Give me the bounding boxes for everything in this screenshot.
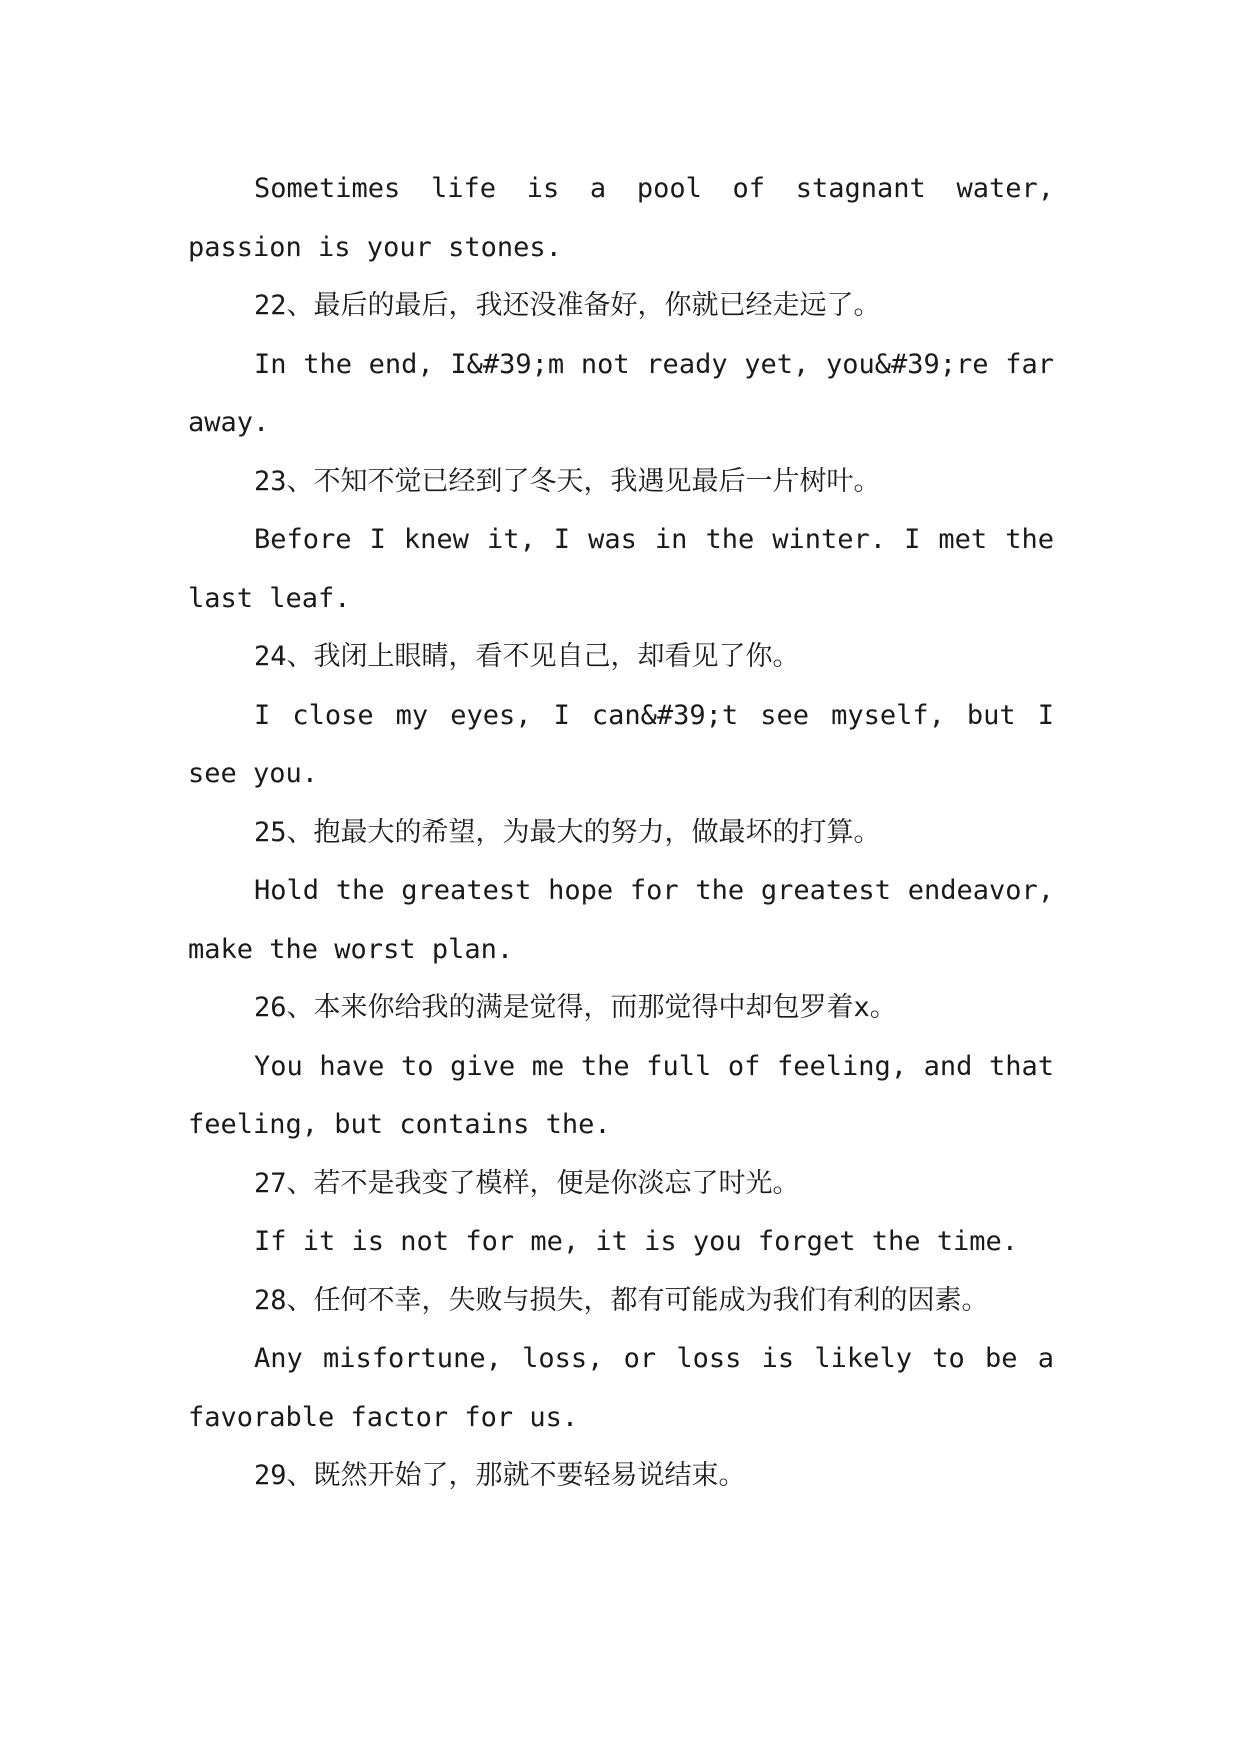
paragraph-numbered: 26、本来你给我的满是觉得，而那觉得中却包罗着x。 [254, 992, 897, 1023]
paragraph-english: You have to give me the full of feeling, and that feeling, but contains the. [188, 1050, 1054, 1140]
paragraph-numbered: 28、任何不幸，失败与损失，都有可能成为我们有利的因素。 [254, 1284, 989, 1316]
paragraph-numbered: 24、我闭上眼睛，看不见自己，却看见了你。 [254, 641, 800, 672]
paragraph-numbered: 29、既然开始了，那就不要轻易说结束。 [254, 1460, 746, 1491]
paragraph-numbered: 23、不知不觉已经到了冬天，我遇见最后一片树叶。 [254, 465, 881, 497]
paragraph-english: Any misfortune, loss, or loss is likely to be a favorable factor for us. [188, 1343, 1054, 1433]
paragraph-english: In the end, I&#39;m not ready yet, you&#39;re far away. [188, 348, 1054, 438]
paragraph-english: If it is not for me, it is you forget the time. [254, 1226, 1019, 1257]
paragraph-english: Before I knew it, I was in the winter. I met the last leaf. [188, 524, 1054, 614]
paragraph-english: I close my eyes, I can&#39;t see myself, but I see you. [188, 699, 1054, 789]
paragraph-english: Sometimes life is a pool of stagnant water, passion is your stones. [188, 173, 1054, 263]
paragraph-numbered: 25、抱最大的希望，为最大的努力，做最坏的打算。 [254, 816, 881, 848]
paragraph-numbered: 27、若不是我变了模样，便是你淡忘了时光。 [254, 1167, 800, 1199]
paragraph-numbered: 22、最后的最后，我还没准备好，你就已经走远了。 [254, 290, 881, 321]
body-text [188, 160, 1054, 1506]
paragraph-english: Hold the greatest hope for the greatest endeavor, make the worst plan. [188, 875, 1054, 965]
